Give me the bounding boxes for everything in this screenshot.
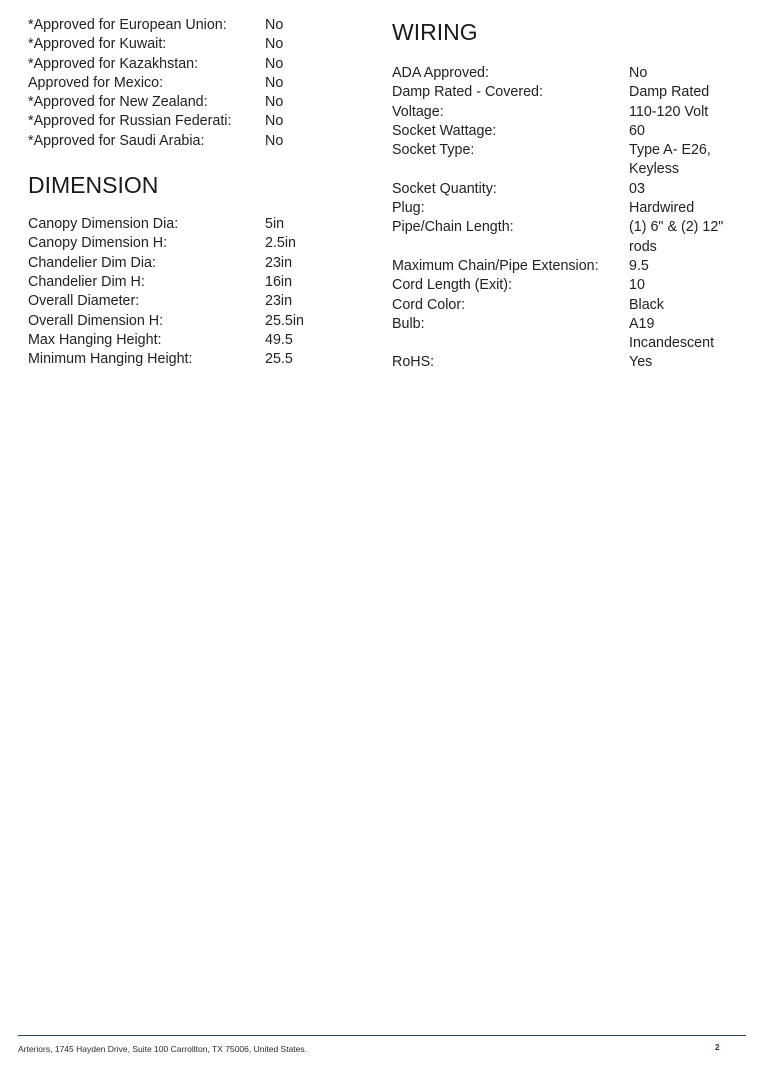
spec-label: Overall Dimension H: [28, 312, 164, 329]
spec-value: 23in [265, 254, 293, 271]
spec-value: 110-120 Volt [629, 103, 709, 120]
spec-label: Voltage: [392, 103, 444, 120]
spec-label: Pipe/Chain Length: [392, 219, 514, 236]
spec-label: *Approved for Kuwait: [28, 36, 167, 53]
spec-label: Socket Wattage: [392, 122, 497, 139]
spec-label: Plug: [392, 200, 425, 217]
spec-label: Damp Rated - Covered: [392, 84, 543, 101]
spec-label: Max Hanging Height: [28, 331, 162, 348]
spec-label: Chandelier Dim H: [28, 273, 145, 290]
spec-value: 60 [629, 122, 645, 139]
spec-label: Minimum Hanging Height: [28, 351, 193, 368]
spec-row [28, 35, 358, 54]
spec-row [392, 83, 742, 102]
spec-label: Bulb: [392, 315, 425, 332]
left-column [28, 16, 358, 369]
spec-value: 5in [265, 216, 285, 233]
spec-row [28, 55, 358, 74]
spec-value: No [265, 74, 284, 91]
wiring-heading: WIRING [392, 19, 478, 45]
spec-value: 23in [265, 293, 293, 310]
spec-value: No [265, 132, 284, 149]
spec-label: *Approved for New Zealand: [28, 94, 208, 111]
spec-label: *Approved for Kazakhstan: [28, 55, 199, 72]
spec-row [392, 199, 742, 218]
spec-value: Damp Rated [629, 84, 710, 101]
spec-row [28, 112, 358, 131]
spec-row [28, 331, 358, 350]
approvals-list [28, 16, 358, 151]
spec-value: No [265, 17, 284, 33]
spec-row [28, 292, 358, 311]
spec-value: 10 [629, 277, 645, 294]
spec-label: Maximum Chain/Pipe Extension: [392, 257, 599, 274]
spec-value: 25.5in [265, 312, 304, 329]
spec-row [28, 312, 358, 331]
spec-row [28, 254, 358, 273]
spec-label: ADA Approved: [392, 65, 489, 81]
spec-row [28, 215, 358, 234]
spec-row [392, 122, 742, 141]
spec-row [28, 74, 358, 93]
spec-value: 49.5 [265, 331, 293, 348]
spec-value: A19 Incandescent [629, 315, 715, 352]
spec-value: Black [629, 296, 664, 313]
spec-label: RoHS: [392, 354, 435, 371]
spec-label: *Approved for Saudi Arabia: [28, 132, 205, 149]
spec-row [392, 218, 742, 257]
spec-label: Socket Quantity: [392, 180, 497, 197]
spec-row [28, 16, 358, 35]
spec-row [392, 257, 742, 276]
spec-label: Cord Color: [392, 296, 466, 313]
spec-label: Overall Diameter: [28, 293, 140, 310]
spec-label: Cord Length (Exit): [392, 277, 512, 294]
spec-value: 16in [265, 273, 293, 290]
dimension-list [28, 215, 358, 369]
spec-value: No [265, 113, 284, 130]
spec-row [28, 350, 358, 369]
spec-value: No [629, 65, 648, 81]
spec-row [392, 180, 742, 199]
spec-row [28, 234, 358, 253]
dimension-heading: DIMENSION [28, 172, 159, 199]
spec-value: 03 [629, 180, 645, 197]
spec-row [392, 103, 742, 122]
spec-label: Socket Type: [392, 142, 475, 159]
spec-label: *Approved for Russian Federati: [28, 113, 232, 130]
footer-divider [18, 1035, 746, 1036]
spec-value: No [265, 36, 284, 53]
spec-value: 25.5 [265, 351, 293, 368]
spec-row [28, 93, 358, 112]
spec-row [392, 141, 742, 180]
spec-row [392, 296, 742, 315]
spec-label: Approved for Mexico: [28, 74, 164, 91]
spec-row [392, 276, 742, 295]
spec-row [392, 315, 742, 354]
spec-value: 9.5 [629, 257, 649, 274]
footer-address: Arteriors, 1745 Hayden Drive, Suite 100 Carrollton, TX 75006, United States. [18, 1044, 307, 1054]
spec-value: Yes [629, 354, 653, 371]
spec-row [28, 132, 358, 151]
spec-label: *Approved for European Union: [28, 17, 227, 33]
spec-label: Canopy Dimension Dia: [28, 216, 179, 233]
spec-value: Hardwired [629, 200, 695, 217]
right-column [392, 16, 742, 373]
spec-value: 2.5in [265, 235, 297, 252]
page-number: 2 [715, 1043, 720, 1052]
spec-value: No [265, 55, 284, 72]
spec-value: (1) 6" & (2) 12" rods [629, 219, 724, 255]
spec-row [392, 353, 742, 372]
spec-value: Type A- E26, Keyless [629, 142, 711, 178]
wiring-list [392, 64, 742, 373]
spec-value: No [265, 94, 284, 111]
spec-row [392, 64, 742, 83]
spec-row [28, 273, 358, 292]
spec-label: Chandelier Dim Dia: [28, 254, 156, 271]
spec-label: Canopy Dimension H: [28, 235, 168, 252]
